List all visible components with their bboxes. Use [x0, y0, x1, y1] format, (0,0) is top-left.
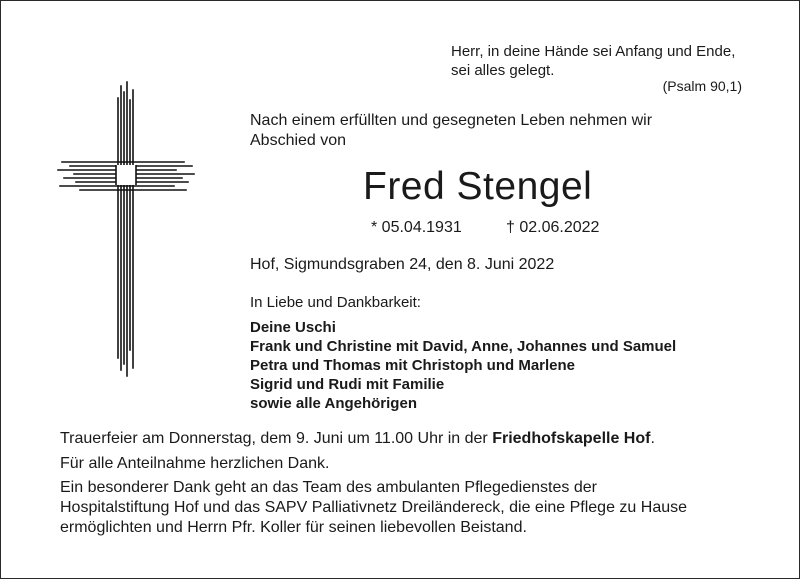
- service-text: Trauerfeier am Donnerstag, dem 9. Juni um 11.00 Uhr in der: [60, 430, 493, 447]
- mourners-intro: In Liebe und Dankbarkeit:: [250, 294, 421, 311]
- general-thanks: Für alle Anteilnahme herzlichen Dank.: [60, 455, 330, 472]
- intro-line-2: Abschied von: [250, 132, 347, 149]
- mourner-name: Frank und Christine mit David, Anne, Johannes und Samuel: [250, 338, 677, 355]
- service-location: Friedhofskapelle Hof: [492, 430, 651, 447]
- mourner-name: sowie alle Angehörigen: [250, 395, 417, 412]
- special-thanks-line-1: Ein besonderer Dank geht an das Team des ambulanten Pflegedienstes der: [60, 479, 597, 496]
- psalm-line-1: Herr, in deine Hände sei Anfang und Ende,: [451, 43, 736, 60]
- place-and-date: Hof, Sigmundsgraben 24, den 8. Juni 2022: [250, 256, 555, 273]
- funeral-service-info: [60, 430, 655, 448]
- death-date: † 02.06.2022: [506, 219, 600, 236]
- special-thanks-line-2: Hospitalstiftung Hof und das SAPV Palliativnetz Dreiländereck, die eine Pflege zu Hause: [60, 499, 688, 516]
- mourner-name: Petra und Thomas mit Christoph und Marlene: [250, 357, 576, 374]
- psalm-quote: [451, 42, 735, 80]
- mourner-name: Sigrid und Rudi mit Familie: [250, 376, 445, 393]
- mourners-list: [250, 318, 676, 413]
- cross-icon: [56, 80, 196, 380]
- service-end: .: [650, 430, 655, 447]
- intro-text: [250, 111, 652, 151]
- psalm-source: (Psalm 90,1): [662, 78, 742, 94]
- deceased-name: Fred Stengel: [363, 165, 593, 208]
- mourner-name: Deine Uschi: [250, 319, 336, 336]
- birth-date: * 05.04.1931: [371, 219, 462, 236]
- special-thanks-line-3: ermöglichten und Herrn Pfr. Koller für seinen liebevollen Beistand.: [60, 519, 527, 536]
- special-thanks: [60, 478, 687, 538]
- psalm-line-2: sei alles gelegt.: [451, 62, 555, 79]
- intro-line-1: Nach einem erfüllten und gesegneten Leben nehmen wir: [250, 112, 653, 129]
